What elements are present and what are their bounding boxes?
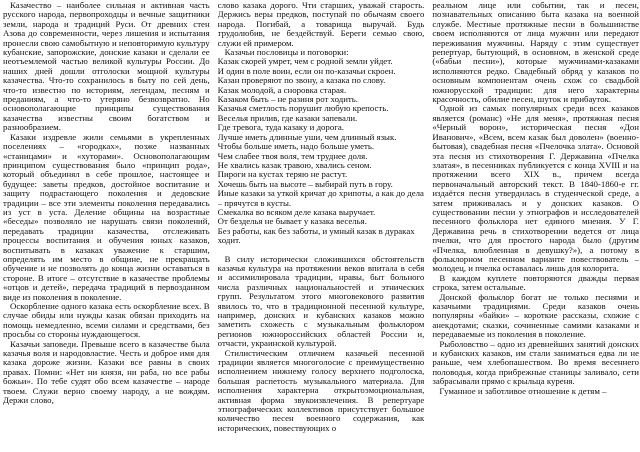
paragraph: Одной из самых популярных среди всех казаков является (романс) «Не для меня», протяжная песня «Черный ворон», историческая песня «Дон Иванович», «Всем, всем казак был доволен» (военно-бытовая), свадебная песня «Пчелочка злата». Основой эта песня из стихотворения Г. Державина «Пчелка златая», в песенниках публикуется с конца XVIII и на протяжении всего XIX в., причем всегда первоначальный авторский текст. В 1840-1860-е гг. издаётся песня утвердилась в студенческой среде, а затем приживалась и у донских казаков. О существовании песни у этнографов и исследователей песенного фольклора нет единого мнения. У Г. Державина речь в стихотворении ведется от лица пчелки, что для простого народа было (другим «Пчелка, влюбленная в девушку?»), а потому в фольклорном песенном варианте повествователь – молодец, и пчелка оставалась лишь для колорита. [432, 103, 640, 274]
paragraph: Казак скорей умрет, чем с родной земли уйдет. [217, 56, 393, 67]
paragraph: В каждом куплете повторяются дважды первая строка, затем остальные. [432, 272, 640, 293]
paragraph: От безделья не бывает у казака веселья. [217, 216, 367, 227]
paragraph: Рыболовство – одно из древнейших занятий донских и кубанских казаков, им стали заниматься едва ли не раньше, чем хлебопашеством. Во время весеннего половодья, когда прибрежные станицы заливало, сети забрасывали прямо с крыльца куреня. [432, 338, 640, 387]
paragraph: Казачья сметлость порушит любую крепость. [217, 103, 389, 114]
paragraph: Смекалка во всяком деле казака выручает. [217, 206, 376, 217]
document-page [3, 1, 639, 451]
paragraph: Где тревога, туда казаку и дорога. [217, 122, 344, 133]
paragraph: Казачество – наиболее сильная и активная часть русского народа, первопроходцы и вечные защитники земли, народа и традиций Руси. От древних стен Азова до современности, через лишения и испытания пронесли свою самобытную и неповторимую культуру кубанские, запорожские, донские казаки и сделали ее неотъемлемой частью великой культуры России. До наших дней дошли отголоски мощной культуры казачества. Что-то сохранилось в быту по сей день, что-то известно по историям, легендам, песням и преданиям, а что-то утеряно безвозвратно. Но основополагающие принципы существования казачества известны своим богатством и разнообразием. [3, 1, 210, 133]
paragraph: Чем слабее твоя воля, тем труднее доля. [217, 150, 368, 161]
paragraph: Лучше иметь длинные уши, чем длинный язык. [217, 131, 397, 142]
paragraph: Оскорбление одного казака есть оскорбление всех. В случае обиды или нужды казак обязан приходить на помощь немедленно, всеми силами и средствами, без просьбы со стороны нуждающегося. [3, 301, 210, 340]
paragraph: Казаки издревле жили семьями в укрепленных поселениях – «городках», позже названных «станицами» и «хуторами». Основополагающим принципом существования было «принцип рода», который объединял в себе прошлое, настоящее и будущее: заветы предков, достойное воспитание и защиту подрастающего поколения и дедовские традиции – все эти элементы поколения передавались из уст в уста. Деление общины на возрастные «беседы» позволяло не нарушать связи поколений, передавать традиции казачества, отслеживать процессы воспитания и обучения юных казаков, воспитывать в казаках уважение к старшим, определять им место в общине, не прекращать обучение и не позволять до конца жизни оставаться в стороне. В итоге – отсутствие в казачестве проблемы «отцов и детей», передача традиций в первозданном виде из поколения в поколение. [3, 131, 210, 302]
paragraph: слово казака дорого. Чти старших, уважай старость. Держись веры предков, поступай по обычаям своего народа. Погибай, а товарища выручай. Будь трудолюбив, не бездействуй. Береги семью свою, служи ей примером. [217, 1, 425, 48]
paragraph: Веселья прилив, где казаки запевали. [217, 112, 358, 123]
paragraph: Донской фольклор богат не только песнями и казачьими традициями. Среди казаков очень популярны «байки» – короткие рассказы, схожие с анекдотами; сказки, сочиненные самими казаками и передаваемые из поколения в поколение. [432, 291, 640, 340]
paragraph: Не хвались казак травою, хвались сеном. [217, 159, 372, 170]
paragraph: Казаком быть – не разиня рот ходить. [217, 94, 358, 105]
paragraph: В силу исторически сложившихся обстоятельств казачья культура на протяжении веков впитала в себя и ассимилировала традиции, нравы, быт больного числа различных национальностей и этнических групп. Результатом этого многовекового развития явилось то, что в традиционной песенной культуре, например, донских и кубанских казаков можно заметить схожесть с музыкальным фольклором регионов южнороссийских областей России и, отчасти, украинской культурой. [217, 253, 425, 349]
paragraph: Казан проверяют по звону, а казака по слову. [217, 75, 386, 86]
paragraph: Пироги на кустах теряю не растут. [217, 169, 348, 180]
text-column-right [432, 1, 639, 451]
paragraph: Чтобы больше иметь, надо больше уметь. [217, 141, 375, 152]
text-column-middle [218, 1, 425, 451]
text-column-left [3, 1, 210, 451]
paragraph: Казачьи заповеди. Превыше всего в казачестве была казачья воля и народовластие. Честь и доброе имя для казака дороже жизни. Казаки все равны в своих правах. Помни: «Нет ни князя, ни раба, но все рабы божьи». По тебе судят обо всем казачестве – народе твоем. Служи верно своему народу, а не вождям. Держи слово, [3, 338, 210, 406]
paragraph: Казачьи пословицы и поговорки: [224, 47, 349, 58]
paragraph: Хочешь быть на высоте – выбирай путь в гору. [217, 178, 393, 189]
paragraph: Стилистическим отличием казачьей песенной традиции является многоголосие с преимущественно исполнением нижнему голосу верхнего подголоска, большая распетость музыкального материала. Для исполнения характерна открытоэмоциональная, активная форма звукоизвлечения. В репертуаре этнографических коллективов присутствует большое количество песен военного содержания, как исторических, повествующих о [217, 347, 425, 433]
paragraph: Без работы, как без заботы, и умный казак в дураках ходит. [217, 225, 415, 246]
paragraph: реальном лице или событии, так и песен, познавательных описанию быта казака на военной службе. Местные протяжные песни в большинстве своем исполняются от лица мужчин или передают переживания мужчины. Наряду с этим существует репертуар, бытующий, в основном, в женской среде («бабьи песни»), которые мужчинами-казаками исполняются редко. Свадебный обряд у казаков по основным компонентам очень схож со свадьбой южнорусской традиции: для него характерны красочность, обилие песен, шуток и прибауток. [432, 1, 640, 105]
paragraph: Иные казаки за уткой кричат до хрипоты, а как до дела – прячутся в кусты. [217, 188, 424, 208]
paragraph: Казак молодой, а сноровка старая. [217, 84, 347, 95]
paragraph: И один в поле воин, если он по-казачьи скроен. [217, 65, 396, 76]
paragraph: Гуманное и заботливое отношение к детям – [439, 385, 607, 396]
